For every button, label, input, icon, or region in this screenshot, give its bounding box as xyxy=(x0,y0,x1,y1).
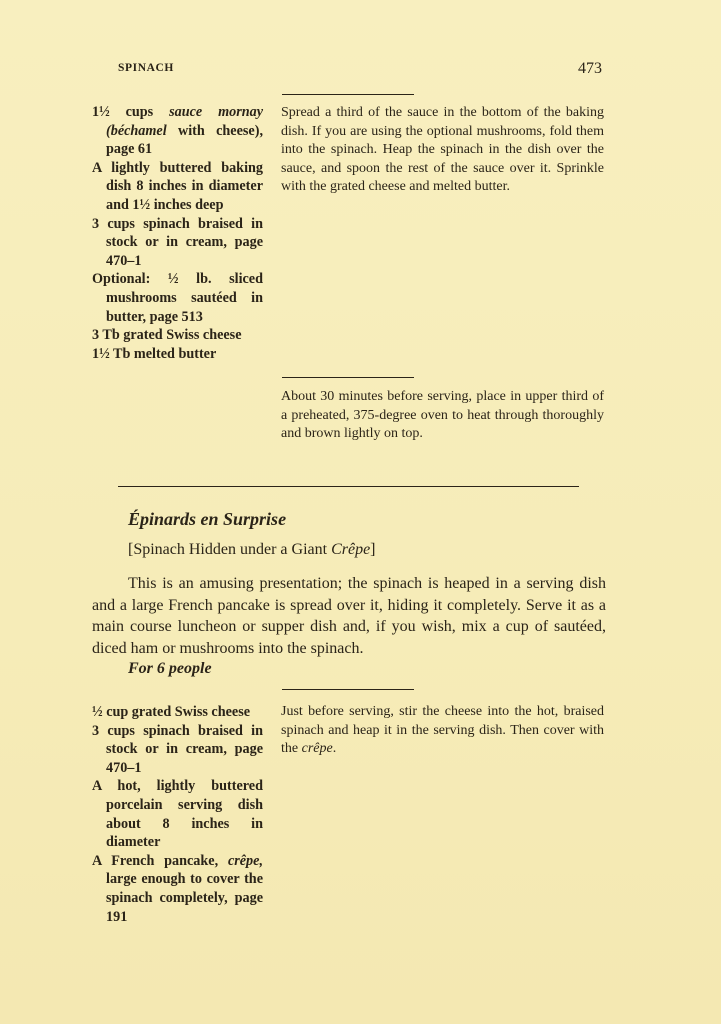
ingredient-item: 3 Tb grated Swiss cheese xyxy=(92,327,242,344)
ingredient-list-2 xyxy=(92,703,263,926)
ingredient-item: A hot, lightly buttered porcelain serving dish about 8 inches in diameter xyxy=(92,778,263,851)
ingredient-list-1 xyxy=(92,103,263,363)
ingredient-item: ½ cup grated Swiss cheese xyxy=(92,704,251,720)
ingredient-item: A lightly buttered baking dish 8 inches in diameter and 1½ inches deep xyxy=(92,159,263,213)
step-rule-2 xyxy=(282,377,414,378)
recipe-title: Épinards en Surprise xyxy=(128,509,287,529)
ingredient-item: 3 cups spinach braised in stock or in cream, page 470–1 xyxy=(92,215,263,269)
page-number: 473 xyxy=(578,60,602,77)
step-text-1: Spread a third of the sauce in the bottom of the baking dish. If you are using the optional mushrooms, fold them into the spinach. Heap the spinach in the dish over the sauce, and spoon the rest of the sauce over it. Sprinkle with the grated cheese and melted butter. xyxy=(281,105,604,195)
step-text-3: Just before serving, stir the cheese into the hot, braised spinach and heap it in the serving dish. Then cover with the crêpe. xyxy=(281,704,604,757)
recipe-subtitle: [Spinach Hidden under a Giant Crêpe] xyxy=(128,541,376,558)
ingredient-item: 1½ cups sauce mornay (béchamel with cheese), page 61 xyxy=(92,104,263,158)
ingredient-item: 1½ Tb melted butter xyxy=(92,345,217,362)
ingredient-item: A French pancake, crêpe, large enough to cover the spinach completely, page 191 xyxy=(92,852,263,925)
ingredient-item: Optional: ½ lb. sliced mushrooms sautéed in butter, page 513 xyxy=(92,271,263,325)
servings: For 6 people xyxy=(128,660,212,677)
running-head: SPINACH xyxy=(118,62,174,74)
recipe-intro: This is an amusing presentation; the spinach is heaped in a serving dish and a large French pancake is spread over it, hiding it completely. Serve it as a main course luncheon or supper dish and, if you wish, mix a cup of sautéed, diced ham or mushrooms into the spinach. xyxy=(92,575,606,657)
step-text-2: About 30 minutes before serving, place in upper third of a preheated, 375-degree oven to heat through thoroughly and brown lightly on top. xyxy=(281,389,604,442)
step-rule-3 xyxy=(282,689,414,690)
section-divider xyxy=(118,486,579,487)
step-rule-1 xyxy=(282,94,414,95)
ingredient-item: 3 cups spinach braised in stock or in cream, page 470–1 xyxy=(92,722,263,776)
